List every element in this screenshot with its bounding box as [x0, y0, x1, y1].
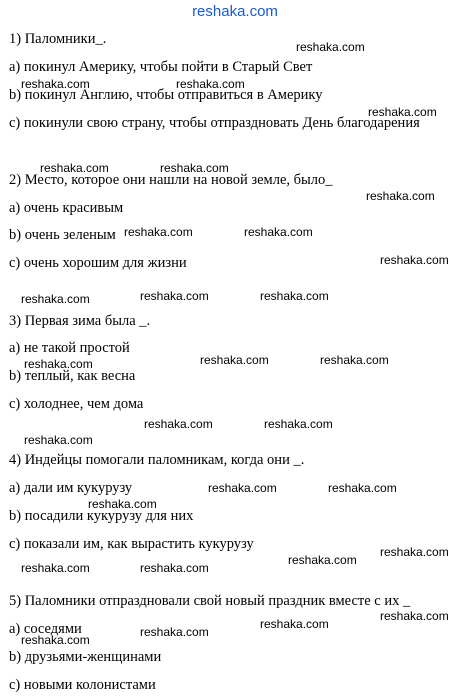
watermark: reshaka.com: [244, 225, 313, 239]
watermark: reshaka.com: [380, 253, 449, 267]
question-1-prompt: 1) Паломники_.: [9, 31, 107, 47]
watermark: reshaka.com: [208, 481, 277, 495]
watermark: reshaka.com: [380, 545, 449, 559]
question-3-option-a: a) не такой простой: [9, 340, 130, 356]
question-5-prompt: 5) Паломники отпраздновали свой новый праздник вместе с их _: [9, 593, 411, 609]
watermark: reshaka.com: [140, 289, 209, 303]
question-1-option-c: c) покинули свою страну, чтобы отпраздновать День благодарения: [9, 115, 420, 131]
question-2-option-c: c) очень хорошим для жизни: [9, 255, 187, 271]
watermark: reshaka.com: [296, 40, 365, 54]
question-2-option-b: b) очень зеленым: [9, 227, 116, 243]
watermark: reshaka.com: [124, 225, 193, 239]
question-4-option-a: a) дали им кукурузу: [9, 480, 133, 496]
question-4-option-b: b) посадили кукурузу для них: [9, 508, 194, 524]
watermark: reshaka.com: [144, 417, 213, 431]
question-3-option-b: b) теплый, как весна: [9, 368, 136, 384]
watermark: reshaka.com: [368, 105, 437, 119]
watermark: reshaka.com: [140, 561, 209, 575]
watermark: reshaka.com: [21, 561, 90, 575]
question-2-option-a: a) очень красивым: [9, 200, 124, 216]
watermark: reshaka.com: [328, 481, 397, 495]
watermark: reshaka.com: [366, 189, 435, 203]
watermark: reshaka.com: [260, 289, 329, 303]
watermark: reshaka.com: [24, 433, 93, 447]
watermark: reshaka.com: [21, 292, 90, 306]
question-4-prompt: 4) Индейцы помогали паломникам, когда они _.: [9, 452, 305, 468]
question-5-option-b: b) друзьями-женщинами: [9, 649, 162, 665]
watermark: reshaka.com: [176, 77, 245, 91]
watermark: reshaka.com: [264, 417, 333, 431]
question-1-option-a: a) покинул Америку, чтобы пойти в Старый Свет: [9, 59, 313, 75]
question-5-option-c: c) новыми колонистами: [9, 677, 156, 693]
watermark: reshaka.com: [21, 633, 90, 647]
watermark: reshaka.com: [24, 357, 93, 371]
watermark: reshaka.com: [200, 353, 269, 367]
watermark: reshaka.com: [21, 77, 90, 91]
question-1-option-b: b) покинул Англию, чтобы отправиться в Америку: [9, 87, 323, 103]
watermark: reshaka.com: [88, 497, 157, 511]
watermark: reshaka.com: [260, 617, 329, 631]
watermark: reshaka.com: [140, 625, 209, 639]
question-3-option-c: c) холоднее, чем дома: [9, 396, 144, 412]
watermark: reshaka.com: [160, 161, 229, 175]
question-5-option-a: a) соседями: [9, 621, 82, 637]
watermark: reshaka.com: [380, 609, 449, 623]
question-3-prompt: 3) Первая зима была _.: [9, 313, 151, 329]
question-2-prompt: 2) Место, которое они нашли на новой земле, было_: [9, 172, 333, 188]
site-header-link[interactable]: reshaka.com: [192, 3, 278, 20]
watermark: reshaka.com: [288, 553, 357, 567]
watermark: reshaka.com: [320, 353, 389, 367]
watermark: reshaka.com: [40, 161, 109, 175]
question-4-option-c: c) показали им, как вырастить кукурузу: [9, 536, 254, 552]
